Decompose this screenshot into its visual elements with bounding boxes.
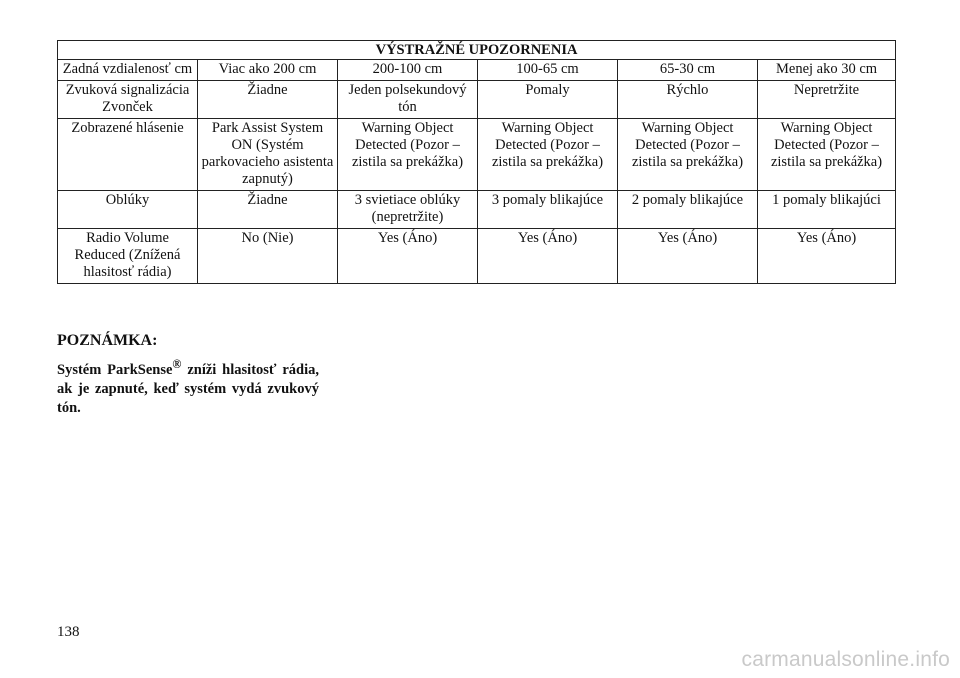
table-cell: 1 pomaly blikajúci <box>758 191 896 229</box>
table-cell: 3 pomaly blikajúce <box>478 191 618 229</box>
table-cell: Warning Object Detected (Pozor – zistila sa prekážka) <box>478 119 618 191</box>
note-text <box>57 355 319 418</box>
row-label-message: Zobrazené hlásenie <box>58 119 198 191</box>
table-cell: Rýchlo <box>618 81 758 119</box>
table-cell: Jeden polsekundový tón <box>338 81 478 119</box>
row-label-radio-volume: Radio Volume Reduced (Znížená hlasitosť rádia) <box>58 229 198 284</box>
table-cell: Warning Object Detected (Pozor – zistila sa prekážka) <box>338 119 478 191</box>
table-cell: Žiadne <box>198 81 338 119</box>
note-heading: POZNÁMKA: <box>57 332 158 349</box>
table-cell: Yes (Áno) <box>338 229 478 284</box>
table-cell: 3 svietiace oblúky (nepretržite) <box>338 191 478 229</box>
note-text-start: Systém ParkSense <box>57 361 173 378</box>
table-row <box>58 191 896 229</box>
row-label-chime: Zvuková signalizácia Zvonček <box>58 81 198 119</box>
table-row <box>58 60 896 81</box>
table-cell: 200-100 cm <box>338 60 478 81</box>
table-cell: 2 pomaly blikajúce <box>618 191 758 229</box>
table-title: VÝSTRAŽNÉ UPOZORNENIA <box>58 41 896 60</box>
watermark: carmanualsonline.info <box>741 648 950 671</box>
warnings-table <box>57 40 896 284</box>
table-cell: 65-30 cm <box>618 60 758 81</box>
table-cell: Warning Object Detected (Pozor – zistila sa prekážka) <box>618 119 758 191</box>
table-cell: Yes (Áno) <box>478 229 618 284</box>
table-row <box>58 81 896 119</box>
row-label-arcs: Oblúky <box>58 191 198 229</box>
table-cell: Park Assist System ON (Systém parkovacieho asistenta zapnutý) <box>198 119 338 191</box>
table-row <box>58 119 896 191</box>
page-number: 138 <box>57 624 80 640</box>
table-cell: Nepretržite <box>758 81 896 119</box>
table-title-row <box>58 41 896 60</box>
table-cell: Pomaly <box>478 81 618 119</box>
note-text-end: zníži hlasitosť rádia, ak je zapnuté, keď systém vydá zvukový tón. <box>57 361 319 416</box>
table-cell: Viac ako 200 cm <box>198 60 338 81</box>
table-cell: Yes (Áno) <box>618 229 758 284</box>
table-cell: No (Nie) <box>198 229 338 284</box>
table-cell: Yes (Áno) <box>758 229 896 284</box>
table-cell: 100-65 cm <box>478 60 618 81</box>
row-label-distance: Zadná vzdialenosť cm <box>58 60 198 81</box>
table-cell: Žiadne <box>198 191 338 229</box>
registered-mark: ® <box>172 357 182 371</box>
table-row <box>58 229 896 284</box>
table-cell: Warning Object Detected (Pozor – zistila sa prekážka) <box>758 119 896 191</box>
table-cell: Menej ako 30 cm <box>758 60 896 81</box>
